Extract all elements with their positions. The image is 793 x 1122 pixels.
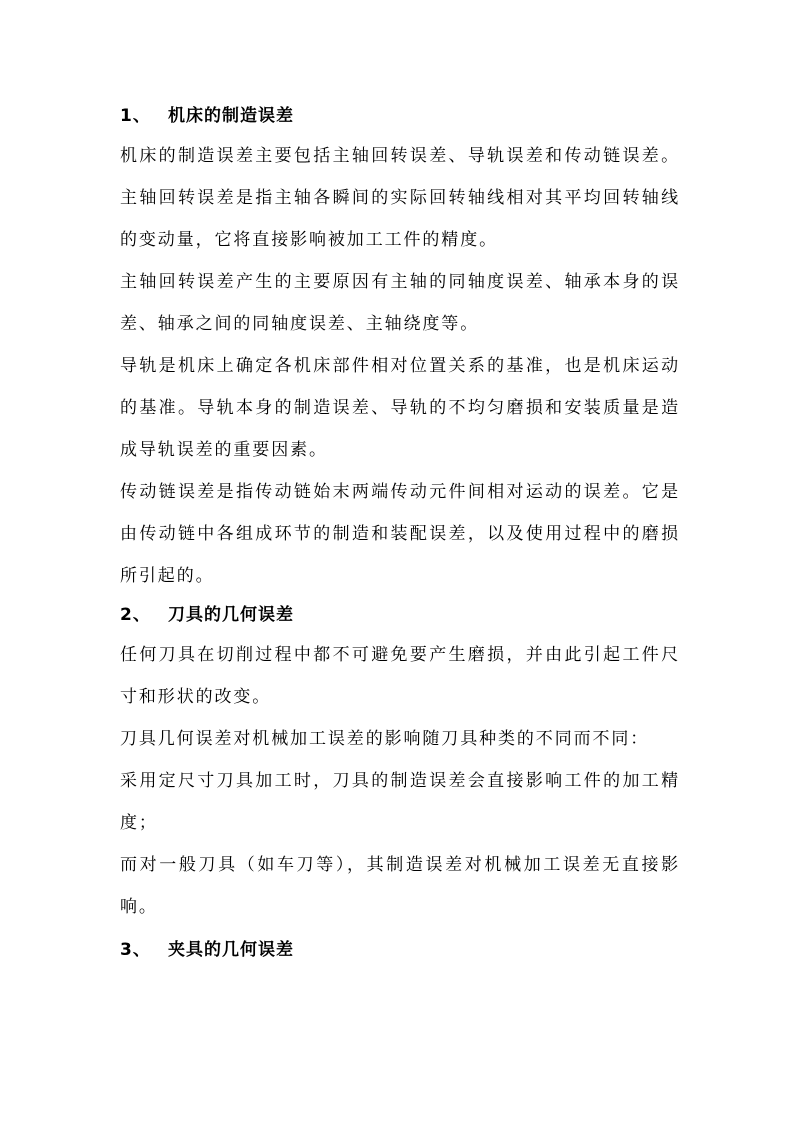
document-page: [120, 98, 680, 969]
paragraph: 主轴回转误差产生的主要原因有主轴的同轴度误差、轴承本身的误差、轴承之间的同轴度误差、主轴绕度等。: [120, 272, 680, 334]
paragraph: 刀具几何误差对机械加工误差的影响随刀具种类的不同而不同：: [120, 729, 650, 749]
paragraph: 导轨是机床上确定各机床部件相对位置关系的基准，也是机床运动的基准。导轨本身的制造误差、导轨的不均匀磨损和安装质量是造成导轨误差的重要因素。: [120, 356, 680, 460]
section-heading-2: [120, 597, 680, 634]
paragraph: 而对一般刀具（如车刀等），其制造误差对机械加工误差无直接影响。: [120, 855, 680, 917]
section-heading-1: [120, 98, 680, 135]
section-title: 夹具的几何误差: [168, 940, 294, 960]
paragraph: 采用定尺寸刀具加工时，刀具的制造误差会直接影响工件的加工精度；: [120, 771, 680, 833]
section-number: 2、: [120, 605, 151, 625]
section-number: 1、: [120, 106, 151, 126]
paragraph: 任何刀具在切削过程中都不可避免要产生磨损，并由此引起工件尺寸和形状的改变。: [120, 645, 680, 707]
paragraph: 传动链误差是指传动链始末两端传动元件间相对运动的误差。它是由传动链中各组成环节的制造和装配误差，以及使用过程中的磨损所引起的。: [120, 482, 680, 586]
section-title: 机床的制造误差: [168, 106, 294, 126]
section-title: 刀具的几何误差: [168, 605, 294, 625]
section-heading-3: [120, 932, 680, 969]
section-number: 3、: [120, 940, 151, 960]
paragraph: 机床的制造误差主要包括主轴回转误差、导轨误差和传动链误差。主轴回转误差是指主轴各瞬间的实际回转轴线相对其平均回转轴线的变动量，它将直接影响被加工工件的精度。: [120, 146, 680, 250]
